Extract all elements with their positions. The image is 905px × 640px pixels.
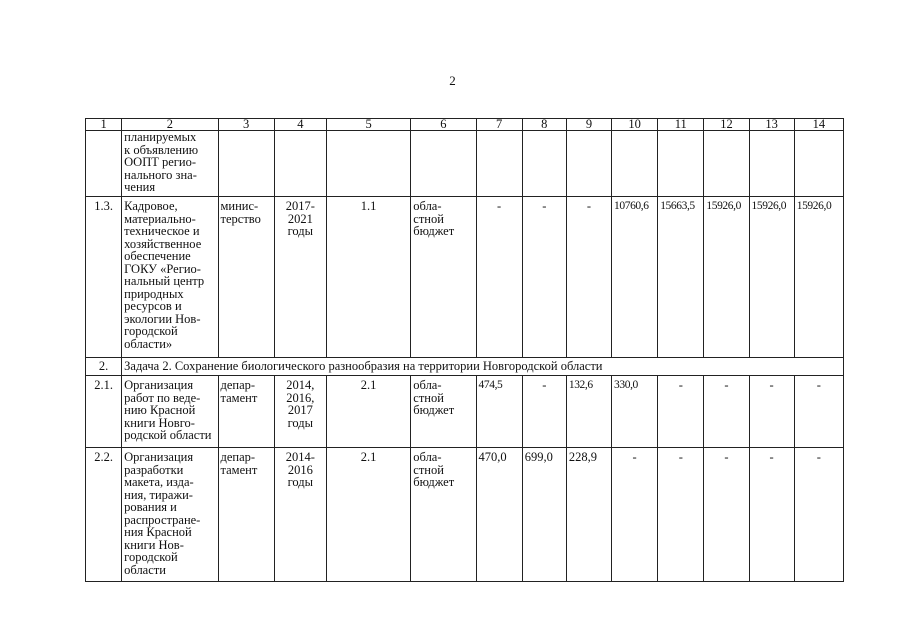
activities-table: [85, 118, 844, 582]
task-number: 2.: [86, 358, 122, 376]
table-row: [86, 131, 844, 197]
value-col-10: -: [612, 448, 658, 582]
column-header: 14: [794, 119, 843, 131]
value-col-8: [522, 131, 566, 197]
column-header: 11: [658, 119, 704, 131]
activity-name: Кадровое, материально- техническое и хозяйственное обеспечение ГОКУ «Регио- нальный центр природных ресурсов и экологии Нов- городской области»: [122, 197, 218, 358]
value-col-9: -: [566, 197, 611, 358]
period: 2017- 2021 годы: [274, 197, 326, 358]
value-col-11: 15663,5: [658, 197, 704, 358]
funding-source: обла- стной бюджет: [411, 376, 476, 448]
executor: депар- тамент: [218, 448, 274, 582]
row-number: 2.1.: [86, 376, 122, 448]
row-number: 2.2.: [86, 448, 122, 582]
target-indicator: 2.1: [326, 376, 410, 448]
value-col-9: 132,6: [566, 376, 611, 448]
value-col-14: 15926,0: [794, 197, 843, 358]
activity-name: Организация разработки макета, изда- ния, тиражи- рования и распростране- ния Красной книги Нов- городской области: [122, 448, 218, 582]
column-header: 9: [566, 119, 611, 131]
value-col-12: 15926,0: [704, 197, 749, 358]
value-col-7: 470,0: [476, 448, 522, 582]
column-header: 12: [704, 119, 749, 131]
value-col-14: [794, 131, 843, 197]
value-col-12: -: [704, 448, 749, 582]
column-header: 5: [326, 119, 410, 131]
value-col-11: -: [658, 448, 704, 582]
column-numbers-row: [86, 119, 844, 131]
value-col-9: [566, 131, 611, 197]
value-col-10: 330,0: [612, 376, 658, 448]
task-title: Задача 2. Сохранение биологического разнообразия на территории Новгородской области: [122, 358, 844, 376]
value-col-8: -: [522, 197, 566, 358]
column-header: 1: [86, 119, 122, 131]
value-col-7: -: [476, 197, 522, 358]
column-header: 4: [274, 119, 326, 131]
period: 2014, 2016, 2017 годы: [274, 376, 326, 448]
row-number: [86, 131, 122, 197]
value-col-10: [612, 131, 658, 197]
value-col-12: [704, 131, 749, 197]
value-col-14: -: [794, 448, 843, 582]
table-row: [86, 376, 844, 448]
executor: минис- терство: [218, 197, 274, 358]
period: [274, 131, 326, 197]
activity-name: Организация работ по веде- нию Красной книги Новго- родской области: [122, 376, 218, 448]
activity-name: планируемых к объявлению ООПТ регио- нального зна- чения: [122, 131, 218, 197]
value-col-7: [476, 131, 522, 197]
funding-source: обла- стной бюджет: [411, 448, 476, 582]
value-col-12: -: [704, 376, 749, 448]
value-col-13: -: [749, 376, 794, 448]
value-col-8: -: [522, 376, 566, 448]
column-header: 8: [522, 119, 566, 131]
value-col-13: 15926,0: [749, 197, 794, 358]
value-col-13: [749, 131, 794, 197]
value-col-14: -: [794, 376, 843, 448]
value-col-9: 228,9: [566, 448, 611, 582]
executor: депар- тамент: [218, 376, 274, 448]
column-header: 2: [122, 119, 218, 131]
value-col-10: 10760,6: [612, 197, 658, 358]
value-col-11: [658, 131, 704, 197]
funding-source: обла- стной бюджет: [411, 197, 476, 358]
table-row: [86, 197, 844, 358]
value-col-11: -: [658, 376, 704, 448]
column-header: 13: [749, 119, 794, 131]
target-indicator: 2.1: [326, 448, 410, 582]
column-header: 3: [218, 119, 274, 131]
column-header: 6: [411, 119, 476, 131]
target-indicator: [326, 131, 410, 197]
column-header: 7: [476, 119, 522, 131]
row-number: 1.3.: [86, 197, 122, 358]
executor: [218, 131, 274, 197]
column-header: 10: [612, 119, 658, 131]
target-indicator: 1.1: [326, 197, 410, 358]
page-number: 2: [449, 73, 456, 88]
table-row: [86, 448, 844, 582]
value-col-13: -: [749, 448, 794, 582]
period: 2014- 2016 годы: [274, 448, 326, 582]
value-col-8: 699,0: [522, 448, 566, 582]
value-col-7: 474,5: [476, 376, 522, 448]
task-row: [86, 358, 844, 376]
funding-source: [411, 131, 476, 197]
